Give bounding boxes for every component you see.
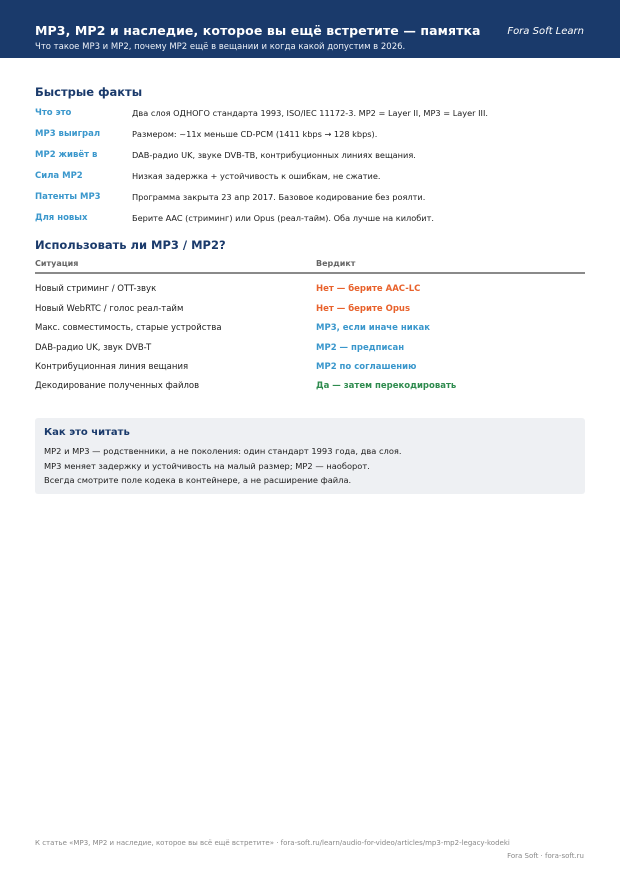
fact-label: Что это xyxy=(35,108,72,118)
situation-cell: Новый стриминг / OTT-звук xyxy=(35,284,157,294)
situation-cell: DAB-радио UK, звук DVB-T xyxy=(35,343,152,353)
fact-value: Два слоя ОДНОГО стандарта 1993, ISO/IEC 11172-3. MP2 = Layer II, MP3 = Layer III. xyxy=(132,108,488,118)
table-row xyxy=(35,380,585,394)
fact-label: MP3 выиграл xyxy=(35,129,101,139)
situation-cell: Декодирование полученных файлов xyxy=(35,381,200,391)
callout-title: Как это читать xyxy=(44,427,130,438)
table-row xyxy=(35,283,585,297)
verdict-cell: Нет — берите Opus xyxy=(316,304,411,314)
fact-label: Патенты MP3 xyxy=(35,192,101,202)
fact-row xyxy=(35,149,585,163)
column-header-situation: Ситуация xyxy=(35,259,79,268)
page-subtitle: Что такое MP3 и MP2, почему MP2 ещё в вещании и когда какой допустим в 2026. xyxy=(35,42,406,52)
how-to-read-callout xyxy=(35,418,585,494)
fact-value: DAB-радио UK, звуке DVB-ТВ, контрибуционных линиях вещания. xyxy=(132,150,416,160)
verdict-cell: MP3, если иначе никак xyxy=(316,323,430,333)
table-row xyxy=(35,303,585,317)
verdict-cell: MP2 по соглашению xyxy=(316,362,417,372)
fact-value: Низкая задержка + устойчивость к ошибкам, не сжатие. xyxy=(132,171,381,181)
facts-heading: Быстрые факты xyxy=(35,85,143,99)
callout-line: MP3 меняет задержку и устойчивость на малый размер; MP2 — наоборот. xyxy=(44,461,370,471)
fact-label: MP2 живёт в xyxy=(35,150,98,160)
verdict-cell: Да — затем перекодировать xyxy=(316,381,457,391)
fact-value: Берите AAC (стриминг) или Opus (реал-тайм). Оба лучше на килобит. xyxy=(132,213,434,223)
verdict-cell: Нет — берите AAC-LC xyxy=(316,284,421,294)
fact-row xyxy=(35,128,585,142)
brand-label: Fora Soft Learn xyxy=(507,26,584,37)
fact-row xyxy=(35,170,585,184)
column-header-verdict: Вердикт xyxy=(316,259,356,268)
footer-source: К статье «MP3, MP2 и наследие, которое вы всё ещё встретите» · fora-soft.ru/learn/audio-for-video/articles/mp3-mp2-legacy-kodeki xyxy=(35,839,510,847)
table-row xyxy=(35,342,585,356)
callout-line: Всегда смотрите поле кодека в контейнере, а не расширение файла. xyxy=(44,475,352,485)
fact-value: Размером: ~11x меньше CD-PCM (1411 kbps → 128 kbps). xyxy=(132,129,378,139)
fact-label: Сила MP2 xyxy=(35,171,83,181)
callout-line: MP2 и MP3 — родственники, а не поколения: один стандарт 1993 года, два слоя. xyxy=(44,446,402,456)
verdict-cell: MP2 — предписан xyxy=(316,343,405,353)
situation-cell: Новый WebRTC / голос реал-тайм xyxy=(35,304,184,314)
table-row xyxy=(35,361,585,375)
decision-heading: Использовать ли MP3 / MP2? xyxy=(35,238,226,252)
fact-row xyxy=(35,107,585,121)
fact-value: Программа закрыта 23 апр 2017. Базовое кодирование без роялти. xyxy=(132,192,426,202)
table-header-divider xyxy=(35,272,585,274)
fact-row xyxy=(35,212,585,226)
fact-row xyxy=(35,191,585,205)
fact-label: Для новых xyxy=(35,213,88,223)
table-row xyxy=(35,322,585,336)
situation-cell: Макс. совместимость, старые устройства xyxy=(35,323,222,333)
header-banner xyxy=(0,0,620,58)
footer-brand: Fora Soft · fora-soft.ru xyxy=(507,852,584,860)
page-title: MP3, MP2 и наследие, которое вы ещё встретите — памятка xyxy=(35,23,481,38)
situation-cell: Контрибуционная линия вещания xyxy=(35,362,189,372)
